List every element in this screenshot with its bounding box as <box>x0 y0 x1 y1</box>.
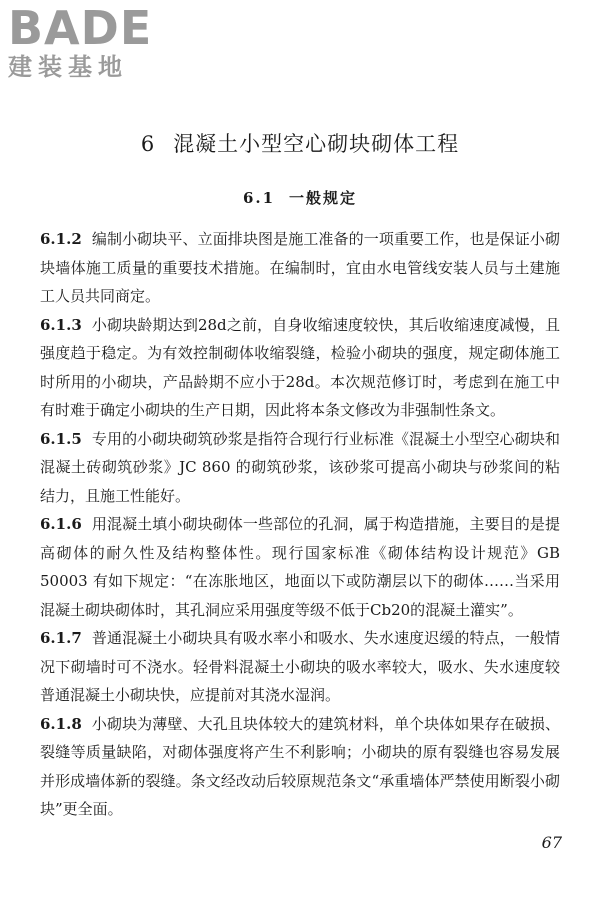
clause-number: 6.1.2 <box>40 230 82 248</box>
clause-text: 小砌块为薄壁、大孔且块体较大的建筑材料，单个块体如果存在破损、裂缝等质量缺陷，对砌体强度将产生不利影响；小砌块的原有裂缝也容易发展并形成墙体新的裂缝。条文经改动后较原规范条文“承重墙体严禁使用断裂小砌块”更全面。 <box>40 714 560 818</box>
section-title <box>0 187 600 209</box>
clause-text: 普通混凝土小砌块具有吸水率小和吸水、失水速度迟缓的特点，一般情况下砌墙时可不浇水。轻骨料混凝土小砌块的吸水率较大，吸水、失水速度较普通混凝土小砌块快，应提前对其浇水湿润。 <box>40 629 560 704</box>
page-number: 67 <box>541 833 562 852</box>
watermark-logo <box>8 1 178 82</box>
clause-list <box>40 225 560 824</box>
clause-text: 用混凝土填小砌块砌体一些部位的孔洞，属于构造措施，主要目的是提高砌体的耐久性及结构整体性。现行国家标准《砌体结构设计规范》GB 50003 有如下规定：“在冻胀地区，地面以下或防潮层以下的砌体……当采用混凝土砌块砌体时，其孔洞应采用强度等级不低于Cb20的混凝土灌实”。 <box>40 515 560 619</box>
chapter-title <box>0 130 600 158</box>
clause-6-1-3 <box>40 311 560 425</box>
clause-6-1-6 <box>40 510 560 624</box>
clause-number: 6.1.8 <box>40 714 82 733</box>
clause-number: 6.1.5 <box>40 429 82 448</box>
chapter-number: 6 <box>140 132 156 156</box>
section-title-text: 一般规定 <box>289 189 358 207</box>
clause-text: 编制小砌块平、立面排块图是施工准备的一项重要工作，也是保证小砌块墙体施工质量的重要技术措施。在编制时，宜由水电管线安装人员与土建施工人员共同商定。 <box>40 230 560 305</box>
clause-number: 6.1.3 <box>40 315 82 334</box>
section-number: 6.1 <box>242 189 276 207</box>
chapter-title-text: 混凝土小型空心砌块砌体工程 <box>173 132 460 156</box>
watermark-subtitle: 建装基地 <box>8 53 128 81</box>
clause-number: 6.1.6 <box>40 515 82 533</box>
clause-6-1-7 <box>40 624 560 710</box>
clause-6-1-2 <box>40 225 560 311</box>
watermark-brand: BADE <box>8 1 153 55</box>
clause-6-1-8 <box>40 710 560 824</box>
clause-6-1-5 <box>40 425 560 511</box>
clause-text: 小砌块龄期达到28d之前，自身收缩速度较快，其后收缩速度减慢，且强度趋于稳定。为有效控制砌体收缩裂缝，检验小砌块的强度，规定砌体施工时所用的小砌块，产品龄期不应小于28d。本次规范修订时，考虑到在施工中有时难于确定小砌块的生产日期，因此将本条文修改为非强制性条文。 <box>40 315 560 419</box>
clause-number: 6.1.7 <box>40 629 82 647</box>
clause-text: 专用的小砌块砌筑砂浆是指符合现行行业标准《混凝土小型空心砌块和混凝土砖砌筑砂浆》JC 860 的砌筑砂浆，该砂浆可提高小砌块与砂浆间的粘结力，且施工性能好。 <box>40 429 560 505</box>
